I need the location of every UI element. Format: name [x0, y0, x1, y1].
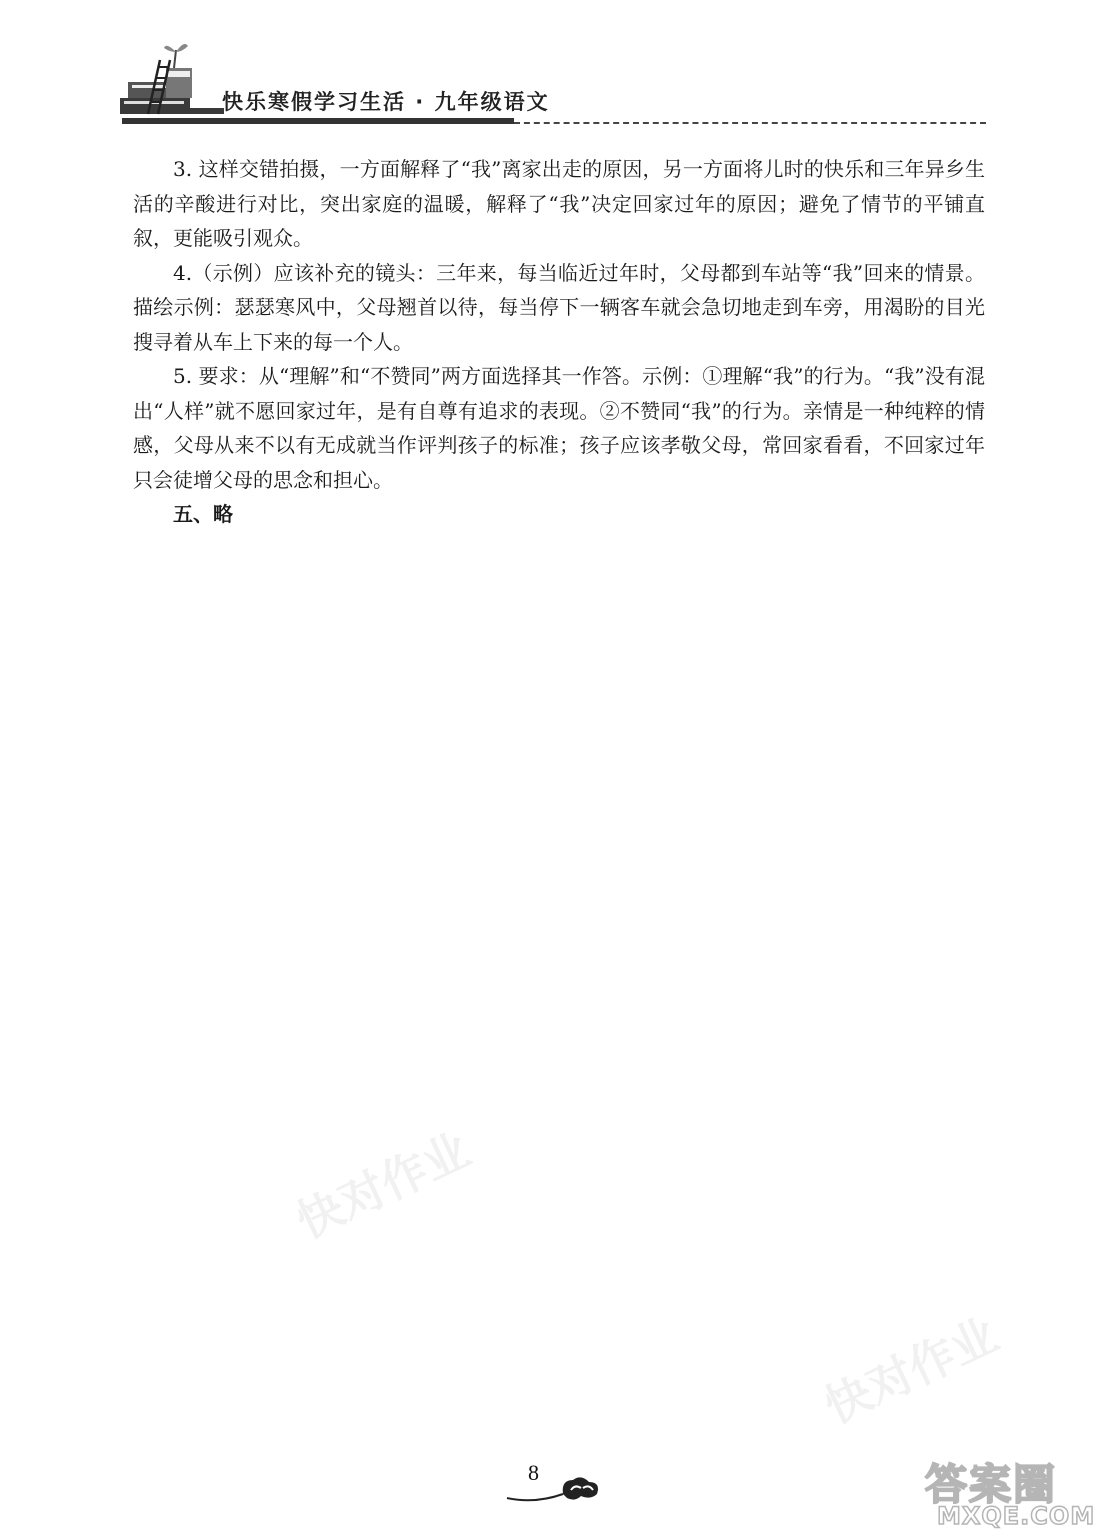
- site-stamp: [925, 1452, 1096, 1534]
- stamp-main-text: 答案圈: [925, 1460, 1058, 1509]
- section-five: 五、略: [173, 502, 233, 526]
- watermark: 快对作业: [816, 1307, 1007, 1435]
- answer-4: 4.（示例）应该补充的镜头：三年来，每当临近过年时，父母都到车站等“我”回来的情景。描绘示例：瑟瑟寒风中，父母翘首以待，每当停下一辆客车就会急切地走到车旁，用渴盼的目光搜寻着从车上下来的每一个人。: [133, 260, 985, 354]
- cloud-swirl-ornament-icon: [505, 1470, 605, 1508]
- books-ladder-plant-logo: [118, 38, 228, 120]
- page-number: 8: [528, 1460, 539, 1485]
- answer-5: 5. 要求：从“理解”和“不赞同”两方面选择其一作答。示例：①理解“我”的行为。“我”没有混出“人样”就不愿回家过年，是有自尊有追求的表现。②不赞同“我”的行为。亲情是一种纯粹的情感，父母从来不以有无成就当作评判孩子的标准；孩子应该孝敬父母，常回家看看，不回家过年只会徒增父母的思念和担心。: [133, 364, 985, 492]
- stamp-url-text: MXQE.COM: [937, 1502, 1096, 1530]
- answer-content: [133, 152, 985, 532]
- header-rule-solid: [122, 118, 514, 124]
- page-header: [0, 0, 1103, 135]
- watermark: 快对作业: [288, 1122, 479, 1250]
- header-rule-dashed: [514, 122, 986, 124]
- header-title: 快乐寒假学习生活 · 九年级语文: [222, 90, 550, 114]
- answer-3: 3. 这样交错拍摄，一方面解释了“我”离家出走的原因，另一方面将儿时的快乐和三年异乡生活的辛酸进行对比，突出家庭的温暖，解释了“我”决定回家过年的原因；避免了情节的平铺直叙，更能吸引观众。: [133, 157, 985, 250]
